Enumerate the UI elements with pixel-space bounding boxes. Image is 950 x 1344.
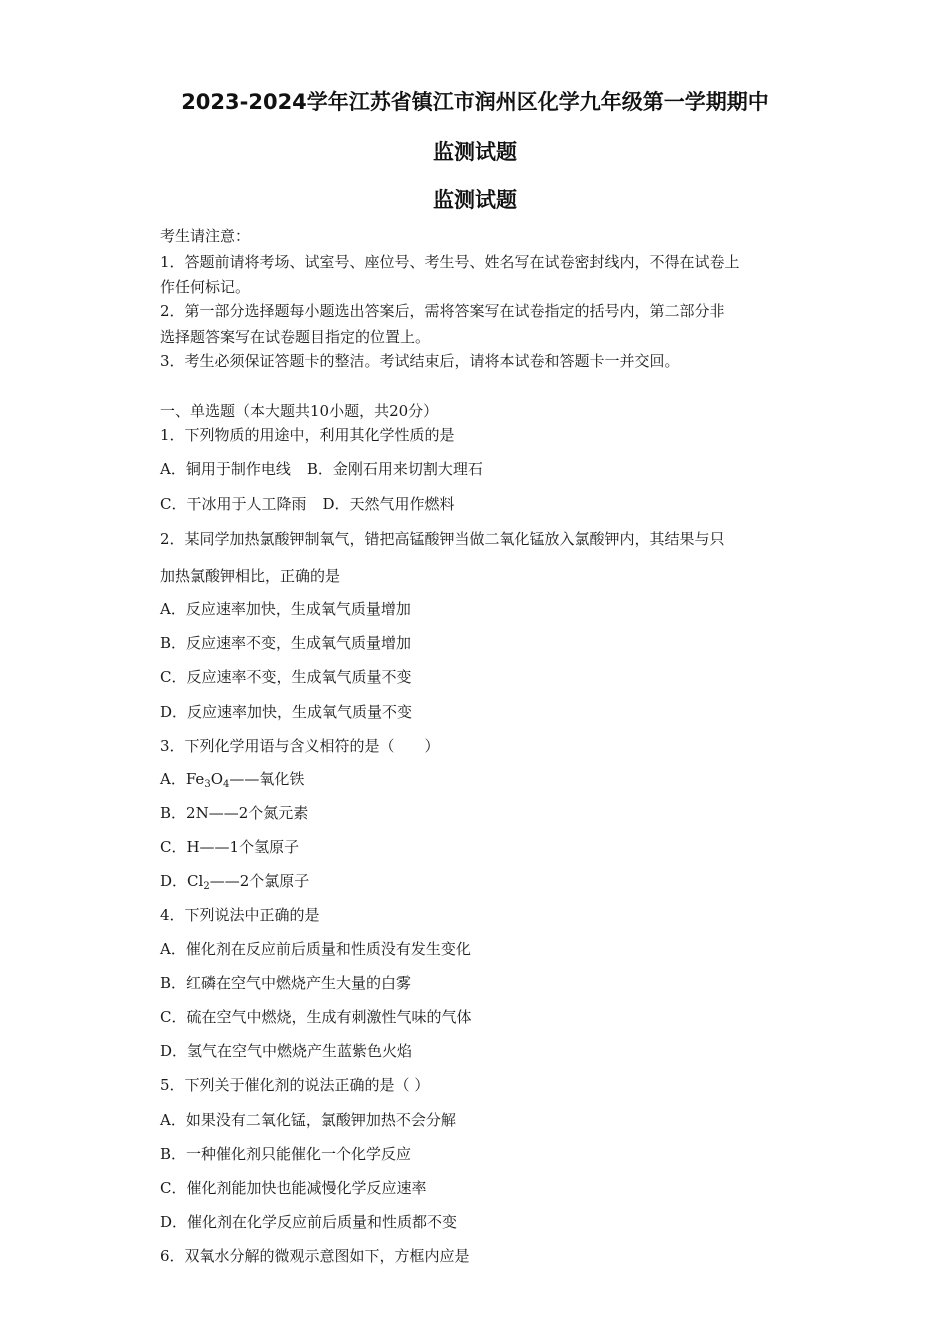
q4-option-b: B．红磷在空气中燃烧产生大量的白雾 (160, 974, 412, 992)
q1-option-b: B．金刚石用来切割大理石 (306, 460, 483, 478)
q3-option-a-mid: O (210, 770, 223, 788)
q5-option-b: B．一种催化剂只能催化一个化学反应 (160, 1145, 412, 1163)
q3-option-d-subscript: 2 (203, 881, 210, 892)
q3-option-d (160, 871, 309, 897)
q4-option-c: C．硫在空气中燃烧，生成有刺激性气味的气体 (160, 1008, 472, 1026)
q2-stem-line2: 加热氯酸钾相比，正确的是 (160, 567, 341, 585)
q2-option-b: B．反应速率不变，生成氧气质量增加 (160, 634, 412, 652)
q1-stem: 1．下列物质的用途中，利用其化学性质的是 (160, 426, 455, 444)
q3-option-d-suffix: ——2个氯原子 (209, 872, 310, 890)
notice-item-2-line2: 选择题答案写在试卷题目指定的位置上。 (160, 328, 431, 346)
q6-stem: 6．双氧水分解的微观示意图如下，方框内应是 (160, 1247, 470, 1265)
q5-option-c: C．催化剂能加快也能减慢化学反应速率 (160, 1179, 427, 1197)
q1-options-row2 (160, 494, 455, 514)
exam-title-line1: 2023-2024学年江苏省镇江市润州区化学九年级第一学期期中 (181, 90, 769, 114)
q3-option-a-subscript-1: 3 (204, 779, 211, 790)
q5-stem: 5．下列关于催化剂的说法正确的是（ ） (160, 1076, 430, 1094)
exam-title-line3: 监测试题 (433, 188, 517, 212)
q3-option-a-suffix: ——氧化铁 (229, 770, 305, 788)
q2-option-a: A．反应速率加快，生成氧气质量增加 (160, 600, 411, 618)
q3-option-a-prefix: A．Fe (160, 770, 205, 788)
q3-option-b: B．2N——2个氮元素 (160, 804, 309, 822)
notice-item-2-line1: 2．第一部分选择题每小题选出答案后，需将答案写在试卷指定的括号内，第二部分非 (160, 302, 725, 320)
q3-stem: 3．下列化学用语与含义相符的是（ ） (160, 737, 440, 755)
q4-stem: 4．下列说法中正确的是 (160, 906, 320, 924)
q3-option-d-prefix: D．Cl (160, 872, 204, 890)
notice-item-1-line1: 1．答题前请将考场、试室号、座位号、考生号、姓名写在试卷密封线内，不得在试卷上 (160, 253, 740, 271)
q2-stem-line1: 2．某同学加热氯酸钾制氧气，错把高锰酸钾当做二氧化锰放入氯酸钾内，其结果与只 (160, 530, 725, 548)
q3-option-c: C．H——1个氢原子 (160, 838, 300, 856)
q1-option-a: A．铜用于制作电线 (160, 460, 291, 478)
q3-option-a (160, 769, 304, 795)
notice-item-1-line2: 作任何标记。 (160, 278, 251, 296)
notice-heading: 考生请注意： (160, 227, 251, 245)
q1-option-c: C．干冰用于人工降雨 (160, 495, 307, 513)
q2-option-d: D．反应速率加快，生成氧气质量不变 (160, 703, 413, 721)
q2-option-c: C．反应速率不变，生成氧气质量不变 (160, 668, 412, 686)
q4-option-d: D．氢气在空气中燃烧产生蓝紫色火焰 (160, 1042, 413, 1060)
q1-option-d: D．天然气用作燃料 (322, 495, 455, 513)
q5-option-a: A．如果没有二氧化锰，氯酸钾加热不会分解 (160, 1111, 456, 1129)
q3-option-a-subscript-2: 4 (223, 779, 230, 790)
section-heading: 一、单选题（本大题共10小题，共20分） (160, 402, 439, 420)
notice-item-3: 3．考生必须保证答题卡的整洁。考试结束后，请将本试卷和答题卡一并交回。 (160, 352, 680, 370)
q4-option-a: A．催化剂在反应前后质量和性质没有发生变化 (160, 940, 471, 958)
exam-title-line2: 监测试题 (433, 140, 517, 164)
q5-option-d: D．催化剂在化学反应前后质量和性质都不变 (160, 1213, 458, 1231)
q1-options-row1 (160, 459, 483, 479)
